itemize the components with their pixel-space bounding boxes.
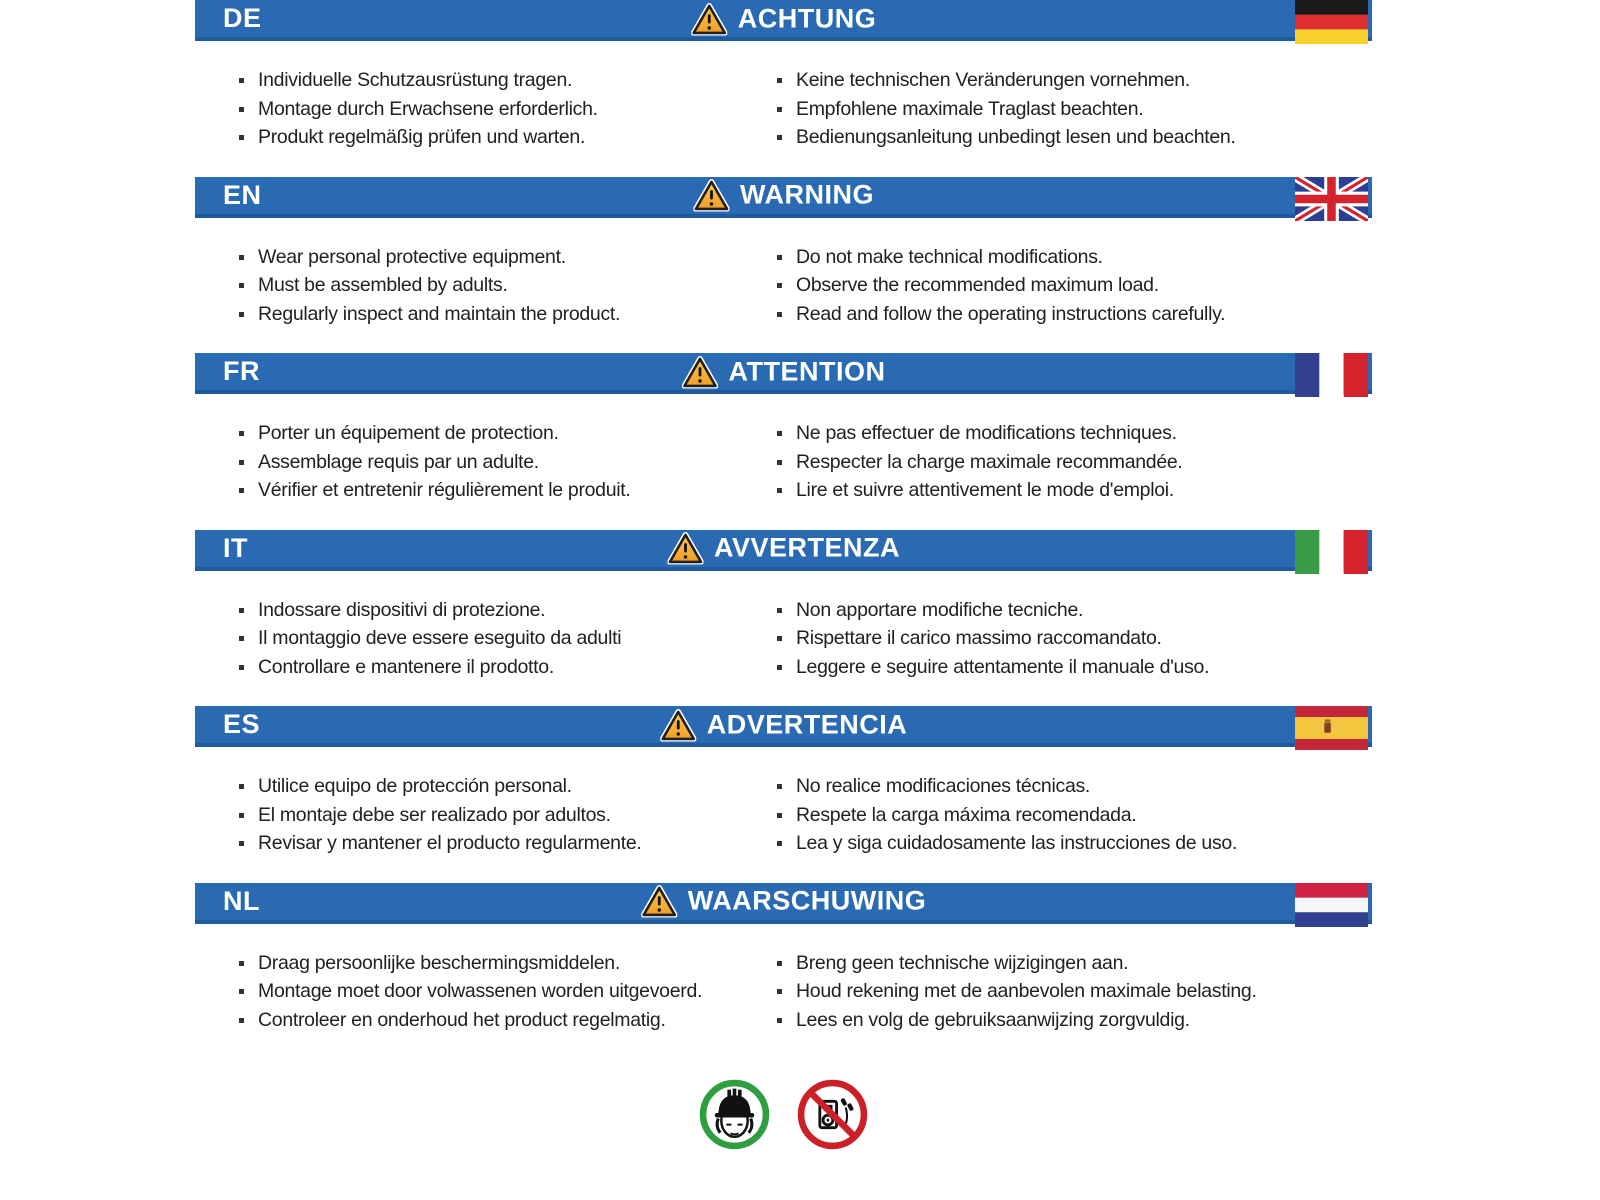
bullet-item: No realice modificaciones técnicas. (775, 772, 1372, 801)
bullet-item: Observe the recommended maximum load. (775, 271, 1372, 300)
bullet-item: Lire et suivre attentivement le mode d'emploi. (775, 476, 1372, 505)
bullet-column-right (775, 419, 1372, 505)
bullet-item: Non apportare modifiche tecniche. (775, 596, 1372, 625)
warning-title: ATTENTION (728, 356, 886, 386)
bullet-item: Indossare dispositivi di protezione. (237, 596, 775, 625)
netherlands-flag-icon (1295, 883, 1368, 927)
language-code: IT (223, 532, 248, 563)
safety-pictograms (195, 1078, 1372, 1151)
bullet-columns (195, 747, 1372, 858)
bullet-columns (195, 41, 1372, 152)
bullet-item: Leggere e seguire attentamente il manuale d'uso. (775, 653, 1372, 682)
warning-triangle-icon (641, 885, 677, 918)
bullet-item: Breng geen technische wijzigingen aan. (775, 949, 1372, 978)
wear-helmet-icon (698, 1078, 771, 1151)
bullet-item: Regularly inspect and maintain the product. (237, 300, 775, 329)
warning-title-group (641, 885, 926, 918)
warning-triangle-icon (693, 179, 729, 212)
bullet-item: Il montaggio deve essere eseguito da adulti (237, 624, 775, 653)
bullet-item: Ne pas effectuer de modifications techniques. (775, 419, 1372, 448)
bullet-column-right (775, 596, 1372, 682)
warning-title-group (682, 355, 886, 388)
warning-title-group (667, 532, 900, 565)
warning-title: ADVERTENCIA (706, 709, 908, 739)
warning-title: ACHTUNG (737, 3, 877, 33)
bullet-item: Respecter la charge maximale recommandée. (775, 448, 1372, 477)
france-flag-icon (1295, 353, 1368, 397)
bullet-item: Read and follow the operating instructions carefully. (775, 300, 1372, 329)
warning-triangle-icon (667, 532, 703, 565)
bullet-column-right (775, 772, 1372, 858)
section-header-es (195, 706, 1372, 747)
section-header-nl (195, 883, 1372, 924)
section-header-fr (195, 353, 1372, 394)
bullet-columns (195, 394, 1372, 505)
language-code: ES (223, 709, 261, 739)
bullet-item: Lea y siga cuidadosamente las instrucciones de uso. (775, 829, 1372, 858)
bullet-item: El montaje debe ser realizado por adultos. (237, 801, 775, 830)
section-fr (195, 353, 1372, 530)
bullet-column-left (237, 243, 775, 329)
warning-title: AVVERTENZA (713, 532, 901, 563)
bullet-item: Must be assembled by adults. (237, 271, 775, 300)
united-kingdom-flag-icon (1295, 177, 1368, 221)
bullet-item: Utilice equipo de protección personal. (237, 772, 775, 801)
section-nl (195, 883, 1372, 1060)
language-code: EN (223, 179, 262, 210)
section-header-en (195, 177, 1372, 218)
section-en (195, 177, 1372, 354)
section-it (195, 530, 1372, 707)
bullet-columns (195, 218, 1372, 329)
bullet-item: Montage moet door volwassenen worden uitgevoerd. (237, 977, 775, 1006)
bullet-item: Revisar y mantener el producto regularmente. (237, 829, 775, 858)
bullet-item: Houd rekening met de aanbevolen maximale belasting. (775, 977, 1372, 1006)
bullet-columns (195, 571, 1372, 682)
section-header-it (195, 530, 1372, 571)
no-music-player-icon (796, 1078, 869, 1151)
bullet-item: Empfohlene maximale Traglast beachten. (775, 95, 1372, 124)
bullet-item: Vérifier et entretenir régulièrement le produit. (237, 476, 775, 505)
bullet-item: Do not make technical modifications. (775, 243, 1372, 272)
warning-label-page (195, 0, 1372, 1151)
bullet-column-right (775, 66, 1372, 152)
bullet-item: Assemblage requis par un adulte. (237, 448, 775, 477)
section-es (195, 706, 1372, 883)
language-code: FR (223, 356, 260, 386)
bullet-columns (195, 924, 1372, 1035)
spain-flag-icon (1295, 706, 1368, 750)
bullet-column-right (775, 949, 1372, 1035)
italy-flag-icon (1295, 530, 1368, 574)
bullet-item: Wear personal protective equipment. (237, 243, 775, 272)
section-header-de (195, 0, 1372, 41)
warning-title-group (691, 2, 877, 35)
bullet-column-left (237, 66, 775, 152)
bullet-item: Draag persoonlijke beschermingsmiddelen. (237, 949, 775, 978)
bullet-item: Montage durch Erwachsene erforderlich. (237, 95, 775, 124)
bullet-item: Rispettare il carico massimo raccomandato. (775, 624, 1372, 653)
bullet-column-right (775, 243, 1372, 329)
bullet-item: Produkt regelmäßig prüfen und warten. (237, 123, 775, 152)
bullet-item: Individuelle Schutzausrüstung tragen. (237, 66, 775, 95)
bullet-item: Keine technischen Veränderungen vornehmen. (775, 66, 1372, 95)
warning-title-group (693, 179, 874, 212)
warning-title: WARNING (740, 179, 874, 210)
bullet-item: Respete la carga máxima recomendada. (775, 801, 1372, 830)
bullet-column-left (237, 419, 775, 505)
warning-title: WAARSCHUWING (687, 885, 927, 916)
bullet-item: Controleer en onderhoud het product regelmatig. (237, 1006, 775, 1035)
warning-triangle-icon (682, 355, 718, 388)
bullet-item: Controllare e mantenere il prodotto. (237, 653, 775, 682)
bullet-column-left (237, 596, 775, 682)
section-de (195, 0, 1372, 177)
bullet-column-left (237, 772, 775, 858)
warning-triangle-icon (660, 708, 696, 741)
language-code: NL (223, 885, 260, 916)
bullet-item: Porter un équipement de protection. (237, 419, 775, 448)
warning-title-group (660, 708, 908, 741)
language-code: DE (223, 3, 262, 33)
germany-flag-icon (1295, 0, 1368, 44)
bullet-item: Lees en volg de gebruiksaanwijzing zorgvuldig. (775, 1006, 1372, 1035)
bullet-column-left (237, 949, 775, 1035)
bullet-item: Bedienungsanleitung unbedingt lesen und beachten. (775, 123, 1372, 152)
warning-triangle-icon (691, 2, 727, 35)
